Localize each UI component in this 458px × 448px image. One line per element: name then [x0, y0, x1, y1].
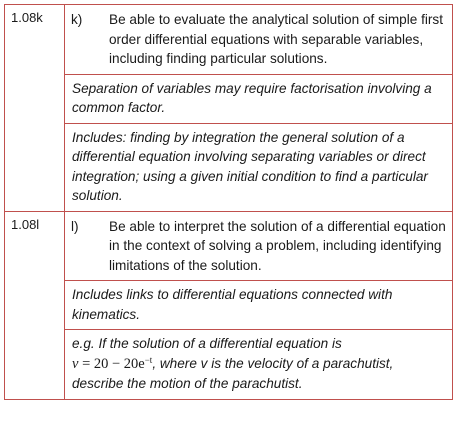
specification-table — [4, 4, 453, 400]
example-after: , where v is the velocity of a parachutist, describe the motion of the parachutist. — [72, 355, 394, 391]
equation-body: = 20 − 20e — [78, 355, 145, 372]
guidance-note: Separation of variables may require factorisation involving a common factor. — [65, 75, 452, 124]
example-note — [65, 330, 452, 399]
spec-content — [65, 5, 453, 212]
table-row — [5, 5, 453, 212]
equation-exponent: −t — [144, 354, 153, 365]
example-equation — [72, 356, 152, 372]
spec-code: 1.08l — [5, 211, 65, 399]
table-row — [5, 211, 453, 399]
example-lead: e.g. If the solution of a differential equation is — [72, 336, 342, 351]
spec-statement: Be able to interpret the solution of a differential equation in the context of solving a problem, including identifying limitations of the solution. — [109, 218, 446, 273]
spec-code: 1.08k — [5, 5, 65, 212]
spec-letter: l) — [71, 218, 79, 234]
spec-letter: k) — [71, 12, 83, 27]
velocity-variable: v — [72, 355, 79, 372]
spec-content — [65, 211, 453, 399]
spec-statement-block — [65, 212, 452, 282]
spec-statement-block — [65, 5, 452, 75]
spec-statement: Be able to evaluate the analytical solution of simple first order differential equations with separable variables, including finding particular solutions. — [109, 12, 443, 66]
guidance-note: Includes: finding by integration the general solution of a differential equation involving separating variables or direct integration; using a given initial condition to find a particular solution. — [72, 129, 428, 203]
guidance-note: Includes links to differential equations connected with kinematics. — [65, 281, 452, 330]
